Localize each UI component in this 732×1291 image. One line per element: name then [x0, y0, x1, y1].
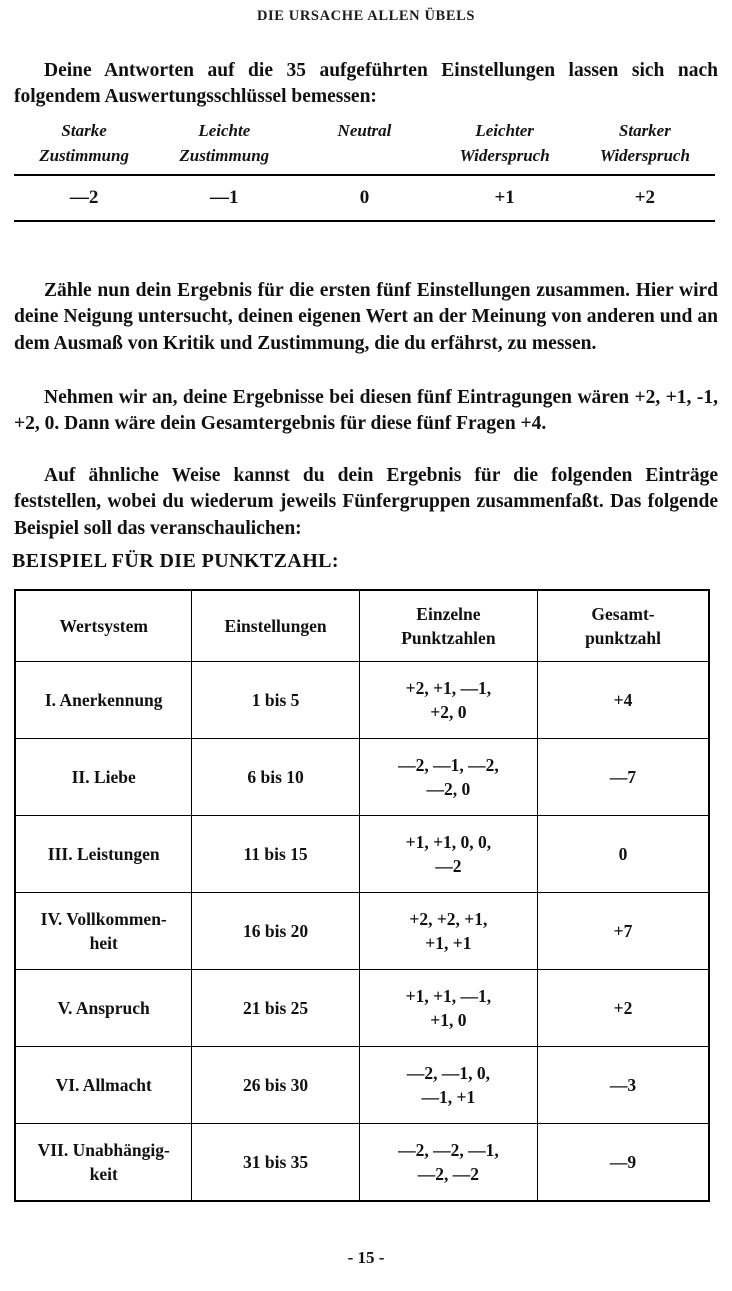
header-line2: Punktzahlen	[401, 628, 496, 648]
cell-wertsystem	[15, 662, 192, 739]
scale-header-cell	[154, 118, 294, 175]
header-line2: punktzahl	[585, 628, 661, 648]
table-row	[15, 662, 709, 739]
scale-value: —2	[14, 175, 154, 221]
wertsystem-line1: III. Leistungen	[47, 844, 160, 864]
score-table	[14, 589, 710, 1202]
scale-table	[14, 118, 715, 222]
cell-einstellungen: 31 bis 35	[192, 1124, 359, 1202]
scores-line1: +1, +1, 0, 0,	[405, 832, 492, 852]
paragraph-auf: Auf ähnliche Weise kannst du dein Ergebnis für die folgenden Einträge feststellen, wobei du wiederum jeweils Fünfergruppen zusammenfaßt. Das folgende Beispiel soll das veranschaulichen:	[14, 464, 718, 539]
scores-line2: —2	[435, 856, 462, 876]
table-row	[15, 1124, 709, 1202]
cell-einzelne-punktzahlen	[359, 1047, 537, 1124]
cell-einzelne-punktzahlen	[359, 893, 537, 970]
scores-line1: +2, +2, +1,	[409, 909, 488, 929]
scale-header-cell	[575, 118, 715, 175]
scores-line2: +1, +1	[425, 933, 472, 953]
scale-header-line2: Widerspruch	[459, 146, 550, 165]
cell-gesamtpunktzahl: —7	[538, 739, 709, 816]
header-line1: Gesamt-	[591, 604, 655, 624]
scale-table-value-row	[14, 175, 715, 221]
cell-einzelne-punktzahlen	[359, 816, 537, 893]
scores-line1: +2, +1, —1,	[405, 678, 492, 698]
wertsystem-line2: heit	[89, 933, 118, 953]
cell-gesamtpunktzahl: —9	[538, 1124, 709, 1202]
cell-gesamtpunktzahl: +2	[538, 970, 709, 1047]
scale-value: +1	[435, 175, 575, 221]
running-head: DIE URSACHE ALLEN ÜBELS	[256, 8, 476, 24]
scale-header-line1: Leichte	[198, 121, 251, 140]
wertsystem-line1: II. Liebe	[71, 767, 136, 787]
cell-gesamtpunktzahl: 0	[538, 816, 709, 893]
scale-header-line2: Widerspruch	[599, 146, 690, 165]
cell-einstellungen: 26 bis 30	[192, 1047, 359, 1124]
cell-einstellungen: 11 bis 15	[192, 816, 359, 893]
page-number: - 15 -	[347, 1248, 385, 1267]
cell-einzelne-punktzahlen	[359, 662, 537, 739]
cell-gesamtpunktzahl: +7	[538, 893, 709, 970]
scale-value: +2	[575, 175, 715, 221]
table-row	[15, 1047, 709, 1124]
table-row	[15, 970, 709, 1047]
scores-line1: —2, —2, —1,	[398, 1140, 499, 1160]
scores-line2: —1, +1	[421, 1087, 476, 1107]
section-heading: BEISPIEL FÜR DIE PUNKTZAHL:	[12, 550, 339, 572]
paragraph-zaehle: Zähle nun dein Ergebnis für die ersten fünf Einstellungen zusammen. Hier wird deine Neigung untersucht, deinen eigenen Wert an der Meinung von anderen und an dem Ausmaß von Kritik und Zustimmung, die du erfährst, zu messen.	[14, 279, 718, 354]
score-table-header-row	[15, 590, 709, 662]
scale-header-line1: Starker	[618, 121, 671, 140]
scale-header-line1: Leichter	[475, 121, 534, 140]
paragraph-intro: Deine Antworten auf die 35 aufgeführten Einstellungen lassen sich nach folgendem Auswertungsschlüssel bemessen:	[14, 59, 718, 108]
cell-einstellungen: 6 bis 10	[192, 739, 359, 816]
paragraph-nehmen: Nehmen wir an, deine Ergebnisse bei diesen fünf Eintragungen wären +2, +1, -1, +2, 0. Dann wäre dein Gesamtergebnis für diese fünf Fragen +4.	[14, 386, 718, 435]
cell-wertsystem	[15, 739, 192, 816]
scale-table-header-row	[14, 118, 715, 175]
cell-wertsystem	[15, 970, 192, 1047]
scale-header-cell	[294, 118, 434, 175]
cell-einzelne-punktzahlen	[359, 739, 537, 816]
scores-line2: +2, 0	[430, 702, 467, 722]
wertsystem-line2: keit	[89, 1164, 118, 1184]
header-line1: Einstellungen	[224, 616, 327, 636]
scale-header-line1: Starke	[61, 121, 107, 140]
scale-header-line2: Zustimmung	[179, 146, 270, 165]
scores-line2: —2, —2	[417, 1164, 479, 1184]
scale-header-line1: Neutral	[337, 121, 392, 140]
table-row	[15, 816, 709, 893]
cell-einzelne-punktzahlen	[359, 970, 537, 1047]
scores-line2: —2, 0	[426, 779, 471, 799]
scale-value: 0	[294, 175, 434, 221]
wertsystem-line1: VI. Allmacht	[55, 1075, 152, 1095]
cell-wertsystem	[15, 1124, 192, 1202]
cell-wertsystem	[15, 1047, 192, 1124]
score-table-header-wertsystem	[15, 590, 192, 662]
scores-line1: +1, +1, —1,	[405, 986, 492, 1006]
header-line1: Einzelne	[416, 604, 481, 624]
table-row	[15, 739, 709, 816]
scores-line1: —2, —1, 0,	[406, 1063, 490, 1083]
scale-header-line2: Zustimmung	[39, 146, 129, 165]
score-table-header-einzelne-punktzahlen	[359, 590, 537, 662]
header-line1: Wertsystem	[59, 616, 148, 636]
scale-header-cell	[435, 118, 575, 175]
cell-einstellungen: 1 bis 5	[192, 662, 359, 739]
table-row	[15, 893, 709, 970]
cell-gesamtpunktzahl: —3	[538, 1047, 709, 1124]
wertsystem-line1: VII. Unabhängig-	[37, 1140, 170, 1160]
cell-einstellungen: 21 bis 25	[192, 970, 359, 1047]
wertsystem-line1: IV. Vollkommen-	[40, 909, 167, 929]
scores-line2: +1, 0	[430, 1010, 467, 1030]
scale-value: —1	[154, 175, 294, 221]
cell-wertsystem	[15, 893, 192, 970]
cell-wertsystem	[15, 816, 192, 893]
score-table-header-einstellungen	[192, 590, 359, 662]
scale-header-cell	[14, 118, 154, 175]
wertsystem-line1: V. Anspruch	[57, 998, 150, 1018]
cell-einzelne-punktzahlen	[359, 1124, 537, 1202]
score-table-header-gesamtpunktzahl	[538, 590, 709, 662]
cell-gesamtpunktzahl: +4	[538, 662, 709, 739]
wertsystem-line1: I. Anerkennung	[44, 690, 163, 710]
cell-einstellungen: 16 bis 20	[192, 893, 359, 970]
scores-line1: —2, —1, —2,	[398, 755, 499, 775]
